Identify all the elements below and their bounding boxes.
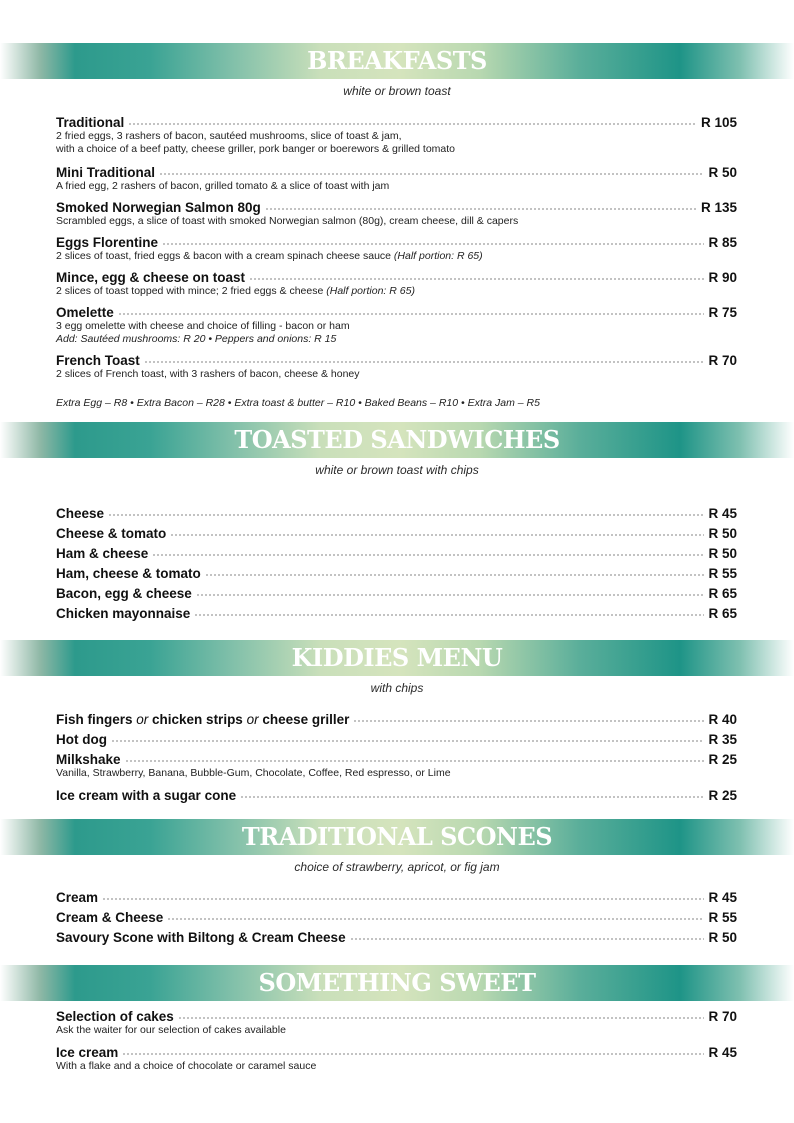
kiddies-section (0, 640, 794, 696)
scones-subtitle: choice of strawberry, apricot, or fig jam (294, 860, 500, 874)
item-price: R 50 (708, 165, 737, 180)
kiddies-list (56, 707, 737, 803)
kiddies-subtitle: with chips (370, 681, 424, 695)
sandwiches-title: TOASTED SANDWICHES (234, 425, 560, 454)
sandwiches-section (0, 422, 794, 478)
menu-item-hot-dog (56, 727, 737, 747)
item-price: R 90 (708, 270, 737, 285)
menu-item-ice-cream (56, 1040, 737, 1073)
item-price: R 45 (708, 1045, 737, 1060)
scones-banner (0, 819, 794, 855)
item-name: Traditional (56, 115, 125, 130)
sweet-banner (0, 965, 794, 1001)
item-name: Fish fingers or chicken strips or cheese griller (56, 712, 350, 727)
menu-item-ham-cheese-tomato (56, 561, 737, 581)
item-name: Milkshake (56, 752, 121, 767)
menu-item-traditional (56, 110, 737, 156)
item-description: 2 slices of French toast, with 3 rashers of bacon, cheese & honey (56, 368, 360, 380)
item-name: Ice cream (56, 1045, 119, 1060)
breakfasts-list (56, 110, 737, 409)
item-description: Ask the waiter for our selection of cakes available (56, 1024, 286, 1036)
item-price: R 45 (708, 890, 737, 905)
item-price: R 25 (708, 788, 737, 803)
item-description: A fried egg, 2 rashers of bacon, grilled tomato & a slice of toast with jam (56, 180, 390, 192)
item-description: With a flake and a choice of chocolate or caramel sauce (56, 1060, 317, 1072)
item-name: French Toast (56, 353, 140, 368)
menu-item-selection-of-cakes (56, 1004, 737, 1037)
item-price: R 105 (700, 115, 737, 130)
item-description: Vanilla, Strawberry, Banana, Bubble-Gum, Chocolate, Coffee, Red espresso, or Lime (56, 767, 451, 779)
item-name: Omelette (56, 305, 114, 320)
item-description: 3 egg omelette with cheese and choice of filling - bacon or ham (56, 320, 350, 332)
breakfasts-title: BREAKFASTS (307, 46, 487, 75)
half-portion-note: (Half portion: R 65) (391, 250, 483, 262)
menu-item-chicken-mayonnaise (56, 601, 737, 621)
menu-item-milkshake (56, 747, 737, 780)
item-price: R 55 (708, 566, 737, 581)
menu-item-mini-traditional (56, 160, 737, 193)
menu-item-omelette (56, 300, 737, 346)
menu-item-french-toast (56, 348, 737, 381)
item-name: Ham, cheese & tomato (56, 566, 201, 581)
sweet-title: SOMETHING SWEET (258, 968, 536, 997)
item-name: Ice cream with a sugar cone (56, 788, 237, 803)
sweet-section (0, 965, 794, 1001)
half-portion-note: (Half portion: R 65) (323, 285, 415, 297)
item-price: R 55 (708, 910, 737, 925)
item-description: 2 slices of toast topped with mince; 2 fried eggs & cheese (Half portion: R 65) (56, 285, 415, 297)
item-name: Bacon, egg & cheese (56, 586, 192, 601)
breakfast-extras-note: Extra Egg – R8 • Extra Bacon – R28 • Extra toast & butter – R10 • Baked Beans – R10 • Extra Jam – R5 (56, 397, 540, 409)
item-price: R 40 (708, 712, 737, 727)
item-price: R 70 (708, 353, 737, 368)
item-name: Ham & cheese (56, 546, 149, 561)
item-price: R 50 (708, 930, 737, 945)
menu-item-ham-cheese (56, 541, 737, 561)
scones-list (56, 885, 737, 945)
menu-item-savoury-scone (56, 925, 737, 945)
breakfasts-subtitle: white or brown toast (343, 84, 451, 98)
menu-item-fish-fingers (56, 707, 737, 727)
item-price: R 25 (708, 752, 737, 767)
item-price: R 135 (700, 200, 737, 215)
item-price: R 50 (708, 526, 737, 541)
menu-item-ice-cream-cone (56, 783, 737, 803)
item-description: Scrambled eggs, a slice of toast with smoked Norwegian salmon (80g), cream cheese, dill & capers (56, 215, 519, 227)
item-description: 2 slices of toast, fried eggs & bacon with a cream spinach cheese sauce (Half portion: R 65) (56, 250, 483, 262)
item-name: Cream & Cheese (56, 910, 164, 925)
item-description: with a choice of a beef patty, cheese griller, pork banger or boerewors & grilled tomato (56, 143, 456, 155)
item-name: Cream (56, 890, 99, 905)
item-name: Eggs Florentine (56, 235, 159, 250)
scones-section (0, 819, 794, 875)
item-name: Cheese & tomato (56, 526, 167, 541)
item-price: R 65 (708, 586, 737, 601)
item-price: R 45 (708, 506, 737, 521)
item-name: Chicken mayonnaise (56, 606, 191, 621)
menu-item-eggs-florentine (56, 230, 737, 263)
item-description: 2 fried eggs, 3 rashers of bacon, sautéed mushrooms, slice of toast & jam, (56, 130, 402, 142)
item-price: R 75 (708, 305, 737, 320)
item-price: R 70 (708, 1009, 737, 1024)
sandwiches-subtitle: white or brown toast with chips (315, 463, 479, 477)
item-name: Savoury Scone with Biltong & Cream Cheese (56, 930, 346, 945)
item-price: R 50 (708, 546, 737, 561)
menu-item-cheese-tomato (56, 521, 737, 541)
menu-item-cheese (56, 501, 737, 521)
menu-item-smoked-salmon (56, 195, 737, 228)
sweet-list (56, 1004, 737, 1073)
breakfasts-section (0, 43, 794, 99)
item-price: R 85 (708, 235, 737, 250)
item-name: Mince, egg & cheese on toast (56, 270, 246, 285)
omelette-addons: Add: Sautéed mushrooms: R 20 • Peppers and onions: R 15 (56, 333, 337, 345)
item-name: Smoked Norwegian Salmon 80g (56, 200, 261, 215)
item-name: Cheese (56, 506, 105, 521)
kiddies-banner (0, 640, 794, 676)
item-price: R 35 (708, 732, 737, 747)
scones-title: TRADITIONAL SCONES (241, 822, 553, 851)
menu-item-cream-cheese (56, 905, 737, 925)
menu-item-cream (56, 885, 737, 905)
breakfasts-banner (0, 43, 794, 79)
sandwiches-banner (0, 422, 794, 458)
sandwiches-list (56, 501, 737, 621)
item-name: Selection of cakes (56, 1009, 174, 1024)
item-name: Hot dog (56, 732, 107, 747)
kiddies-title: KIDDIES MENU (291, 643, 503, 672)
item-name: Mini Traditional (56, 165, 156, 180)
menu-item-mince-egg-cheese (56, 265, 737, 298)
item-price: R 65 (708, 606, 737, 621)
menu-item-bacon-egg-cheese (56, 581, 737, 601)
